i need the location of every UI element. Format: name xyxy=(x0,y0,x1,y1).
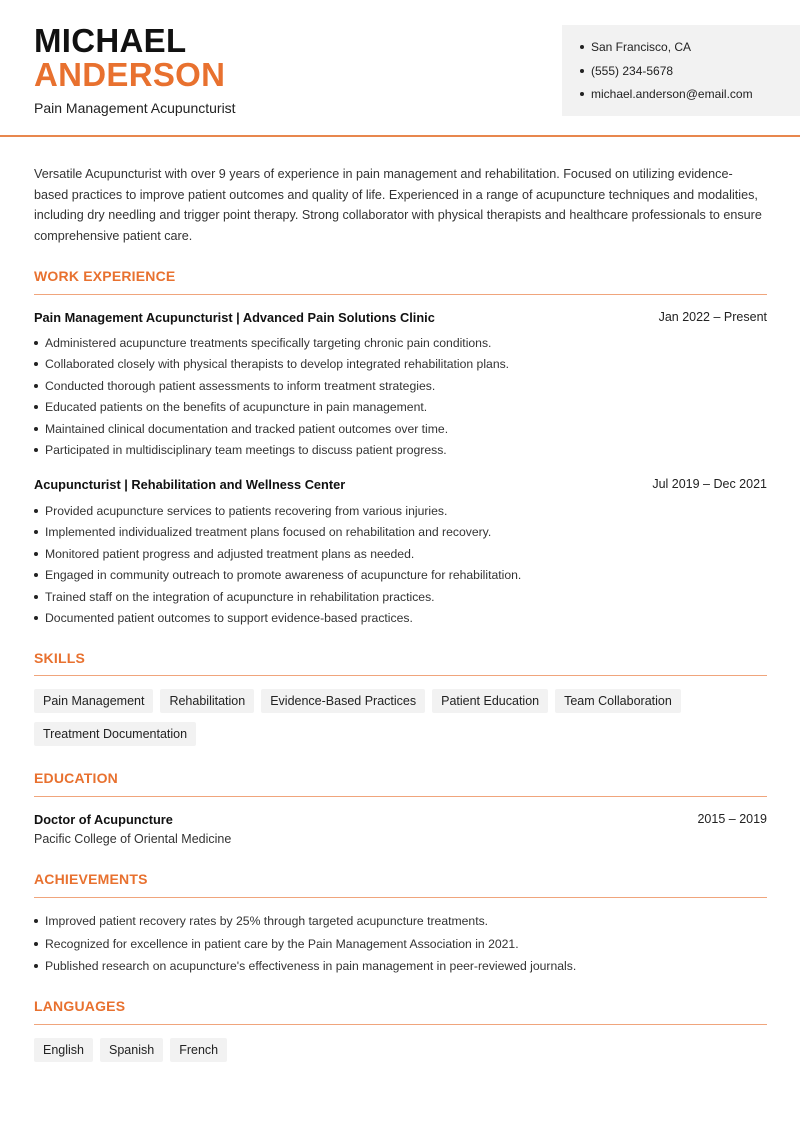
job-title: Pain Management Acupuncturist xyxy=(34,100,236,116)
section-divider xyxy=(34,294,767,295)
job-dates: Jan 2022 – Present xyxy=(658,310,767,324)
summary: Versatile Acupuncturist with over 9 years of experience in pain management and rehabilitation. Focused on utilizing evidence-based practices to improve patient outcomes and quality of life. Experienced in a range of acupuncture techniques and modalities, including dry needling and trigger point therapy. Strong collaborator with physical therapists and healthcare professionals to ensure comprehensive patient care. xyxy=(34,167,762,243)
bullet-icon xyxy=(34,595,38,599)
list-item xyxy=(34,913,767,936)
list-item-text: Educated patients on the benefits of acupuncture in pain management. xyxy=(45,400,428,415)
job-role: Acupuncturist | Rehabilitation and Wellness Center xyxy=(34,477,346,492)
education-school: Pacific College of Oriental Medicine xyxy=(34,832,232,846)
skill-tag: Rehabilitation xyxy=(160,689,254,713)
education-degree: Doctor of Acupuncture xyxy=(34,812,173,827)
list-item xyxy=(34,442,767,463)
list-item-text: Published research on acupuncture's effectiveness in pain management in peer-reviewed journals. xyxy=(45,959,577,973)
list-item-text: Engaged in community outreach to promote awareness of acupuncture for rehabilitation. xyxy=(45,568,522,583)
list-item xyxy=(34,524,767,545)
job-header xyxy=(34,310,767,325)
languages-list xyxy=(34,1038,767,1071)
bullet-icon xyxy=(34,362,38,366)
skill-tag: Pain Management xyxy=(34,689,153,713)
education-dates: 2015 – 2019 xyxy=(697,812,767,826)
skill-tag: Treatment Documentation xyxy=(34,722,196,746)
job-dates: Jul 2019 – Dec 2021 xyxy=(652,477,767,491)
list-item-text: Conducted thorough patient assessments to inform treatment strategies. xyxy=(45,378,436,393)
bullet-icon xyxy=(34,448,38,452)
language-tag: French xyxy=(170,1038,227,1062)
list-item-text: Recognized for excellence in patient care by the Pain Management Association in 2021. xyxy=(45,936,519,951)
section-divider xyxy=(34,796,767,797)
list-item xyxy=(34,958,767,981)
job-role: Pain Management Acupuncturist | Advanced Pain Solutions Clinic xyxy=(34,310,435,325)
bullet-icon xyxy=(34,573,38,577)
list-item-text: Maintained clinical documentation and tracked patient outcomes over time. xyxy=(45,421,449,436)
bullet-icon xyxy=(34,552,38,556)
bullet-icon xyxy=(34,509,38,513)
list-item xyxy=(34,936,767,959)
contact-box xyxy=(562,25,800,116)
contact-email-text: michael.anderson@email.com xyxy=(591,87,753,101)
contact-location-text: San Francisco, CA xyxy=(591,40,692,54)
bullet-icon xyxy=(34,964,38,968)
achievements-heading: ACHIEVEMENTS xyxy=(34,871,148,887)
section-divider xyxy=(34,1024,767,1025)
bullet-icon xyxy=(580,92,584,96)
list-item xyxy=(34,356,767,377)
achievements-list xyxy=(34,913,767,981)
list-item-text: Implemented individualized treatment plans focused on rehabilitation and recovery. xyxy=(45,525,492,540)
section-divider xyxy=(34,675,767,676)
bullet-icon xyxy=(34,341,38,345)
list-item-text: Trained staff on the integration of acupuncture in rehabilitation practices. xyxy=(45,589,435,604)
languages-heading: LANGUAGES xyxy=(34,998,126,1014)
bullet-icon xyxy=(34,405,38,409)
bullet-icon xyxy=(580,45,584,49)
list-item-text: Documented patient outcomes to support evidence-based practices. xyxy=(45,610,413,625)
skill-tag: Patient Education xyxy=(432,689,548,713)
list-item-text: Provided acupuncture services to patients recovering from various injuries. xyxy=(45,504,448,518)
skills-heading: SKILLS xyxy=(34,650,85,666)
list-item-text: Monitored patient progress and adjusted treatment plans as needed. xyxy=(45,546,415,561)
contact-email xyxy=(580,86,800,110)
contact-location xyxy=(580,39,800,63)
job-header xyxy=(34,477,767,492)
language-tag: Spanish xyxy=(100,1038,163,1062)
bullet-icon xyxy=(34,530,38,534)
list-item xyxy=(34,610,767,631)
resume-header xyxy=(0,0,800,137)
list-item xyxy=(34,421,767,442)
education-heading: EDUCATION xyxy=(34,770,118,786)
list-item xyxy=(34,335,767,356)
bullet-icon xyxy=(34,919,38,923)
list-item xyxy=(34,546,767,567)
list-item xyxy=(34,567,767,588)
list-item xyxy=(34,378,767,399)
last-name: ANDERSON xyxy=(34,56,226,93)
list-item xyxy=(34,399,767,420)
bullet-icon xyxy=(34,384,38,388)
contact-phone-text: (555) 234-5678 xyxy=(591,63,674,78)
first-name: MICHAEL xyxy=(34,22,187,59)
skill-tag: Evidence-Based Practices xyxy=(261,689,425,713)
list-item-text: Administered acupuncture treatments specifically targeting chronic pain conditions. xyxy=(45,336,492,350)
bullet-icon xyxy=(34,616,38,620)
list-item-text: Participated in multidisciplinary team meetings to discuss patient progress. xyxy=(45,442,447,457)
contact-phone xyxy=(580,63,800,87)
skills-list xyxy=(34,689,767,754)
bullet-icon xyxy=(580,69,584,73)
list-item xyxy=(34,503,767,524)
job-bullets xyxy=(34,335,767,463)
job-bullets xyxy=(34,503,767,631)
bullet-icon xyxy=(34,942,38,946)
list-item-text: Improved patient recovery rates by 25% through targeted acupuncture treatments. xyxy=(45,914,489,928)
list-item-text: Collaborated closely with physical therapists to develop integrated rehabilitation plans. xyxy=(45,357,510,372)
section-divider xyxy=(34,897,767,898)
work-experience-heading: WORK EXPERIENCE xyxy=(34,268,176,284)
skill-tag: Team Collaboration xyxy=(555,689,681,713)
list-item xyxy=(34,589,767,610)
language-tag: English xyxy=(34,1038,93,1062)
bullet-icon xyxy=(34,427,38,431)
